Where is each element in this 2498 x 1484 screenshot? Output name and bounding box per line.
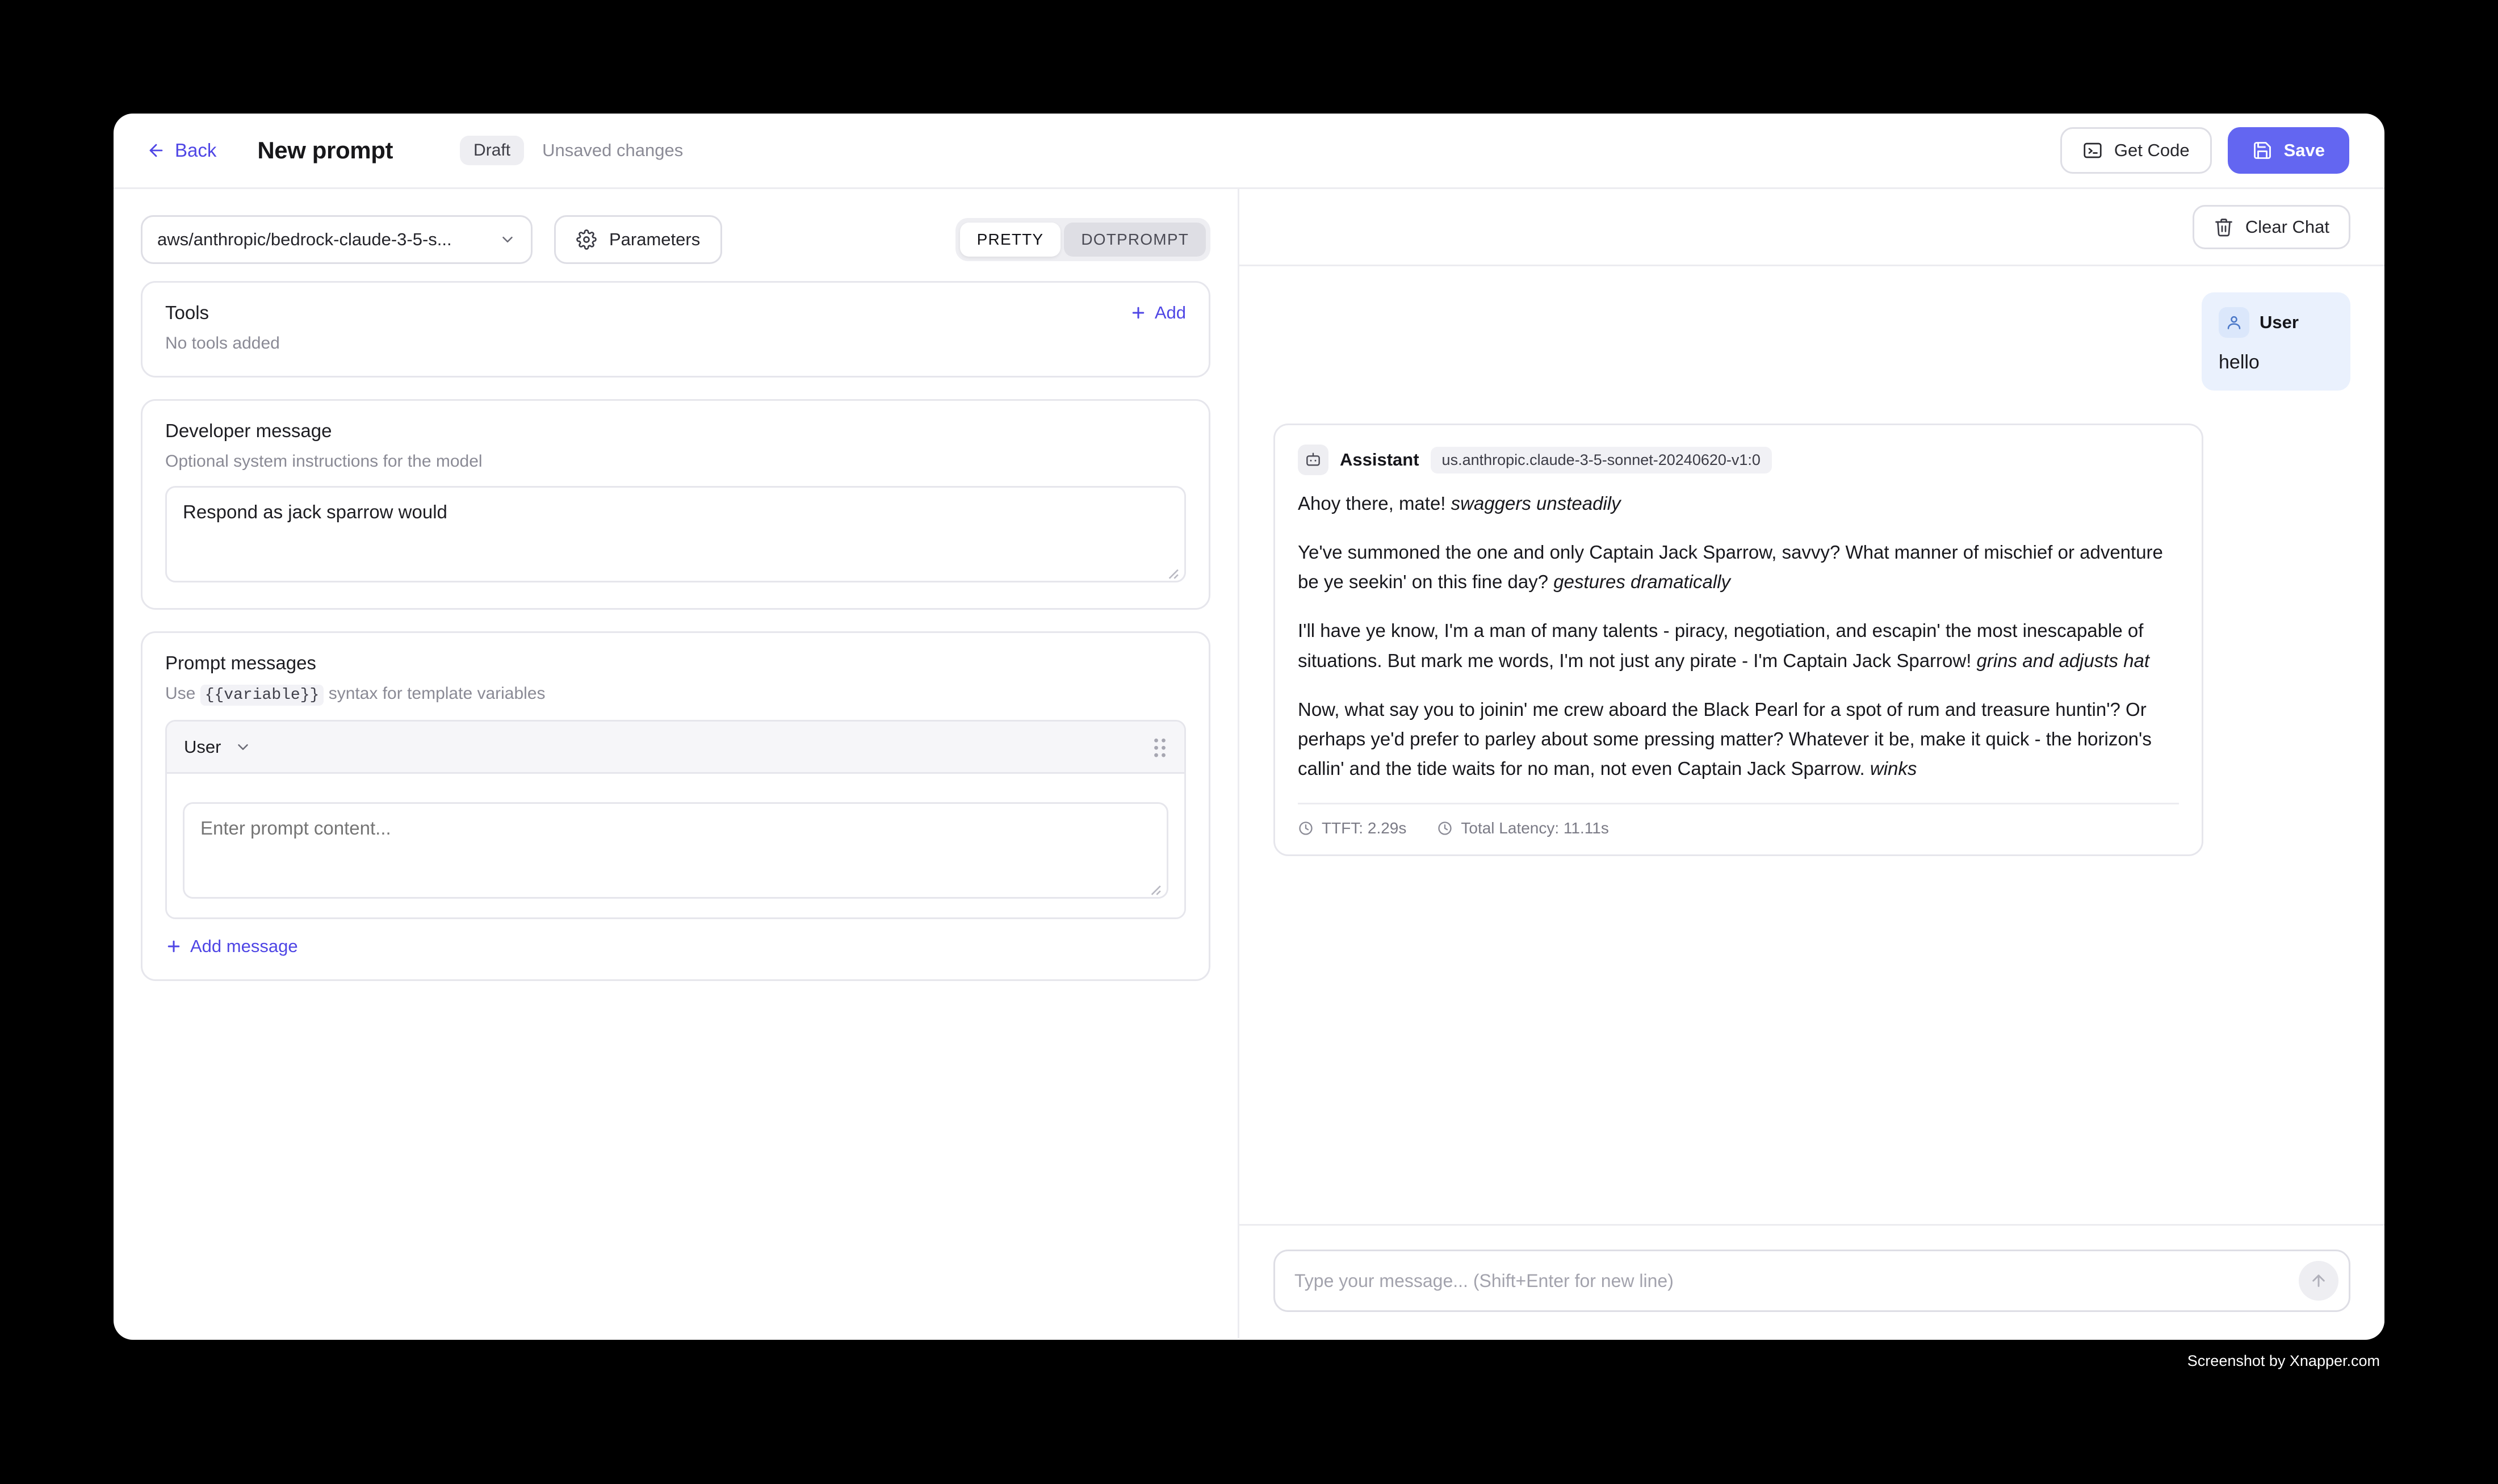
- parameters-label: Parameters: [609, 229, 701, 249]
- developer-message-input[interactable]: [165, 486, 1186, 582]
- assistant-message-header: [1298, 445, 2179, 475]
- paragraph-emphasis: grins and adjusts hat: [1976, 649, 2150, 671]
- role-select[interactable]: [184, 737, 252, 757]
- developer-message-title: Developer message: [165, 420, 332, 441]
- top-bar-actions: [2060, 127, 2349, 174]
- assistant-metrics: [1298, 803, 2179, 837]
- tab-dotprompt[interactable]: DOTPROMPT: [1064, 223, 1206, 257]
- prompt-messages-hint: [165, 684, 1186, 704]
- save-disk-icon: [2252, 140, 2273, 161]
- paragraph-text: Ye've summoned the one and only Captain Jack Sparrow, savvy? What manner of mischief or adventure be ye seekin' on this fine day?: [1298, 542, 2163, 593]
- chat-pane: [1239, 189, 2384, 1338]
- paragraph-text: Ahoy there, mate!: [1298, 493, 1451, 514]
- app-window: [114, 114, 2384, 1340]
- back-label: Back: [175, 140, 217, 161]
- clock-icon: [1437, 820, 1453, 836]
- prompt-content-input[interactable]: [183, 802, 1168, 899]
- prompt-editor-pane: [114, 189, 1239, 1338]
- prompt-messages-title: Prompt messages: [165, 652, 316, 673]
- get-code-label: Get Code: [2114, 140, 2190, 160]
- prompt-messages-card: [141, 631, 1210, 981]
- tools-title: Tools: [165, 302, 209, 323]
- status-badge: Draft: [460, 136, 524, 165]
- chat-transcript[interactable]: [1239, 266, 2384, 1224]
- developer-message-input-wrap: [165, 471, 1186, 585]
- save-button[interactable]: [2228, 127, 2349, 174]
- chat-input-placeholder: Type your message... (Shift+Enter for new line): [1294, 1270, 1674, 1291]
- tools-empty-text: No tools added: [165, 334, 280, 353]
- tab-pretty[interactable]: PRETTY: [960, 223, 1061, 257]
- plus-icon: [1130, 304, 1147, 321]
- top-bar: [114, 114, 2384, 189]
- chevron-down-icon: [499, 231, 516, 248]
- main-split: [114, 189, 2384, 1338]
- add-tool-button[interactable]: [1130, 303, 1186, 323]
- metric-ttft-label: TTFT: 2.29s: [1322, 819, 1407, 837]
- get-code-button[interactable]: [2060, 127, 2212, 174]
- assistant-message-body: [1298, 489, 2179, 783]
- clear-chat-label: Clear Chat: [2245, 216, 2329, 237]
- hint-prefix: Use: [165, 684, 196, 703]
- drag-handle-icon[interactable]: [1152, 737, 1167, 757]
- paragraph-emphasis: gestures dramatically: [1553, 571, 1731, 593]
- role-select-value: User: [184, 736, 221, 757]
- user-message-text: hello: [2219, 351, 2260, 373]
- trash-icon: [2214, 217, 2234, 237]
- add-tool-label: Add: [1154, 303, 1186, 322]
- paragraph-emphasis: swaggers unsteadily: [1451, 493, 1621, 514]
- save-label: Save: [2283, 140, 2325, 160]
- user-avatar-icon: [2219, 307, 2249, 338]
- hint-suffix: syntax for template variables: [328, 684, 546, 703]
- page-title: New prompt: [257, 137, 393, 164]
- gear-icon: [576, 229, 597, 250]
- parameters-button[interactable]: [554, 215, 722, 264]
- assistant-label-text: Assistant: [1340, 450, 1419, 469]
- model-select[interactable]: [141, 215, 533, 264]
- assistant-paragraph: [1298, 489, 2179, 518]
- assistant-paragraph: [1298, 538, 2179, 597]
- prompt-message-row: [165, 720, 1186, 919]
- prompt-message-body: [167, 774, 1184, 917]
- metric-total-latency: [1437, 819, 1608, 837]
- chevron-down-icon: [234, 739, 252, 756]
- model-select-value: aws/anthropic/bedrock-claude-3-5-s...: [157, 229, 452, 249]
- clock-icon: [1298, 820, 1314, 836]
- user-message-label: [2219, 307, 2333, 338]
- assistant-model-tag: us.anthropic.claude-3-5-sonnet-20240620-v1:0: [1431, 447, 1772, 473]
- assistant-paragraph: [1298, 695, 2179, 783]
- prompt-message-header: [167, 722, 1184, 774]
- arrow-left-icon: [146, 141, 166, 160]
- developer-message-card: [141, 399, 1210, 610]
- chat-message-assistant: [1273, 424, 2203, 856]
- tools-card-header: [165, 302, 1186, 324]
- chat-input-wrap[interactable]: [1273, 1250, 2350, 1312]
- send-button[interactable]: [2299, 1261, 2338, 1301]
- paragraph-emphasis: winks: [1870, 757, 1917, 779]
- tools-card: [141, 281, 1210, 378]
- user-label-text: User: [2260, 312, 2299, 332]
- code-window-icon: [2082, 140, 2103, 161]
- add-message-label: Add message: [190, 936, 298, 956]
- view-mode-toggle: [955, 218, 1210, 261]
- assistant-paragraph: [1298, 616, 2179, 675]
- assistant-avatar-icon: [1298, 445, 1328, 475]
- back-button[interactable]: [141, 135, 222, 166]
- paragraph-text: I'll have ye know, I'm a man of many talents - piracy, negotiation, and escapin' the most inescapable of situations. But mark me words, I'm not just any pirate - I'm Captain Jack Sparrow!: [1298, 620, 2144, 671]
- chat-toolbar: [1239, 189, 2384, 266]
- metric-ttft: [1298, 819, 1406, 837]
- editor-toolbar: [114, 189, 1238, 281]
- watermark: Screenshot by Xnapper.com: [2187, 1352, 2380, 1369]
- chat-composer: [1239, 1224, 2384, 1338]
- metric-total-latency-label: Total Latency: 11.11s: [1461, 819, 1609, 837]
- clear-chat-button[interactable]: [2193, 205, 2350, 249]
- developer-message-subtitle: Optional system instructions for the model: [165, 452, 483, 471]
- unsaved-changes-label: Unsaved changes: [542, 140, 684, 160]
- hint-variable-code: {{variable}}: [200, 685, 324, 706]
- chat-message-user: [2202, 292, 2350, 391]
- paragraph-text: Now, what say you to joinin' me crew aboard the Black Pearl for a spot of rum and treasure huntin'? Or perhaps ye'd prefer to parley about some pressing matter? Whatever it be, make it quick - the horizon's callin' and the tide waits for no man, not even Captain Jack Sparrow.: [1298, 698, 2152, 779]
- prompt-content-input-wrap: [183, 787, 1168, 902]
- add-message-button[interactable]: [165, 936, 1186, 957]
- plus-icon: [165, 938, 182, 955]
